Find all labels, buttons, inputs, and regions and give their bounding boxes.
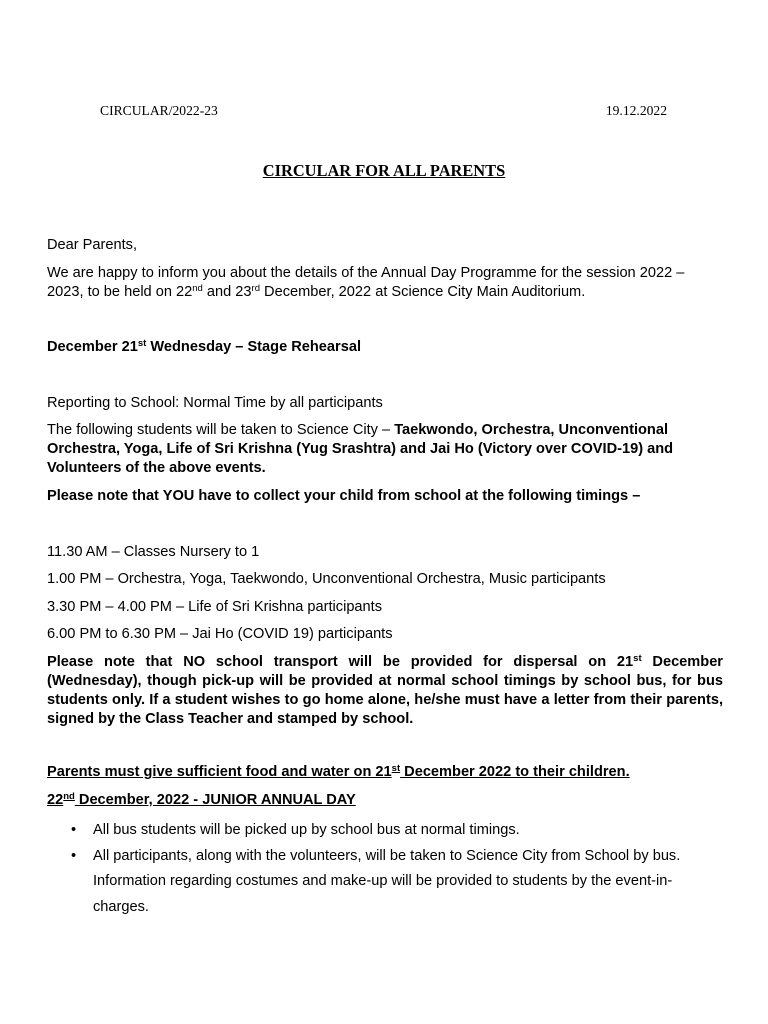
junior-annual-day-heading (47, 791, 723, 810)
transport-note (47, 653, 723, 729)
students-text-bold: Taekwondo, Orchestra, Unconventional Orchestra, Yoga, Life of Sri Krishna (Yug Srashtra) and Jai Ho (Victory over COVID-19) and Volunteers of the above events. (47, 422, 674, 476)
intro-sup-2: rd (251, 283, 260, 294)
rehearsal-heading-text-2: Wednesday – Stage Rehearsal (146, 339, 362, 355)
junior-heading-sup: nd (63, 791, 75, 802)
timing-line-4: 6.00 PM to 6.30 PM – Jai Ho (COVID 19) participants (47, 626, 393, 642)
transport-note-text-2: December (Wednesday), though pick-up will be provided at normal school timings by school bus, for bus students only. If a student wishes to go home alone, he/she must have a letter from their parents, signed by the Class Teacher and stamped by school. (47, 654, 723, 727)
circular-date: 19.12.2022 (605, 103, 667, 118)
list-item (47, 818, 723, 844)
intro-sup-1: nd (192, 283, 203, 294)
rehearsal-heading-sup: st (137, 338, 147, 349)
collect-note: Please note that YOU have to collect your child from school at the following timings – (47, 488, 641, 504)
list-item (47, 844, 723, 921)
junior-heading-text-1: 22 (47, 792, 64, 808)
list-item-text: All bus students will be picked up by school bus at normal timings. (93, 822, 520, 838)
intro-text-2: and 23 (202, 284, 252, 300)
intro-text-1: We are happy to inform you about the details of the Annual Day Programme for the session 2022 – 2023, to be held on 22 (47, 265, 685, 300)
food-note-text-1: Parents must give sufficient food and water on 21 (47, 764, 392, 780)
students-paragraph (47, 421, 723, 478)
intro-text-3: December, 2022 at Science City Main Auditorium. (260, 284, 586, 300)
food-note (47, 763, 723, 782)
circular-title: CIRCULAR FOR ALL PARENTS (262, 161, 506, 180)
list-item-text: All participants, along with the volunteers, will be taken to Science City from School by bus. Information regarding costumes and make-up will be provided to students by the event-in-charges. (93, 847, 681, 915)
bullet-icon: • (71, 822, 77, 838)
food-note-sup: st (391, 763, 401, 774)
food-note-text-2: December 2022 to their children. (400, 764, 630, 780)
intro-paragraph (47, 264, 723, 302)
timing-line-1: 11.30 AM – Classes Nursery to 1 (47, 544, 260, 560)
timing-line-2: 1.00 PM – Orchestra, Yoga, Taekwondo, Unconventional Orchestra, Music participants (47, 571, 606, 587)
junior-heading-text-2: December, 2022 - JUNIOR ANNUAL DAY (74, 792, 356, 808)
transport-note-text-1: Please note that NO school transport will be provided for dispersal on 21 (47, 654, 634, 670)
circular-reference: CIRCULAR/2022-23 (100, 103, 218, 118)
greeting: Dear Parents, (47, 237, 138, 253)
bullet-icon: • (71, 847, 77, 864)
junior-day-bullet-list (47, 818, 723, 920)
students-text-plain: The following students will be taken to Science City – (47, 422, 395, 438)
rehearsal-heading-text-1: December 21 (47, 339, 138, 355)
transport-note-sup: st (633, 653, 642, 664)
rehearsal-heading (47, 338, 723, 357)
timing-line-3: 3.30 PM – 4.00 PM – Life of Sri Krishna participants (47, 599, 383, 615)
reporting-line: Reporting to School: Normal Time by all participants (47, 395, 383, 411)
